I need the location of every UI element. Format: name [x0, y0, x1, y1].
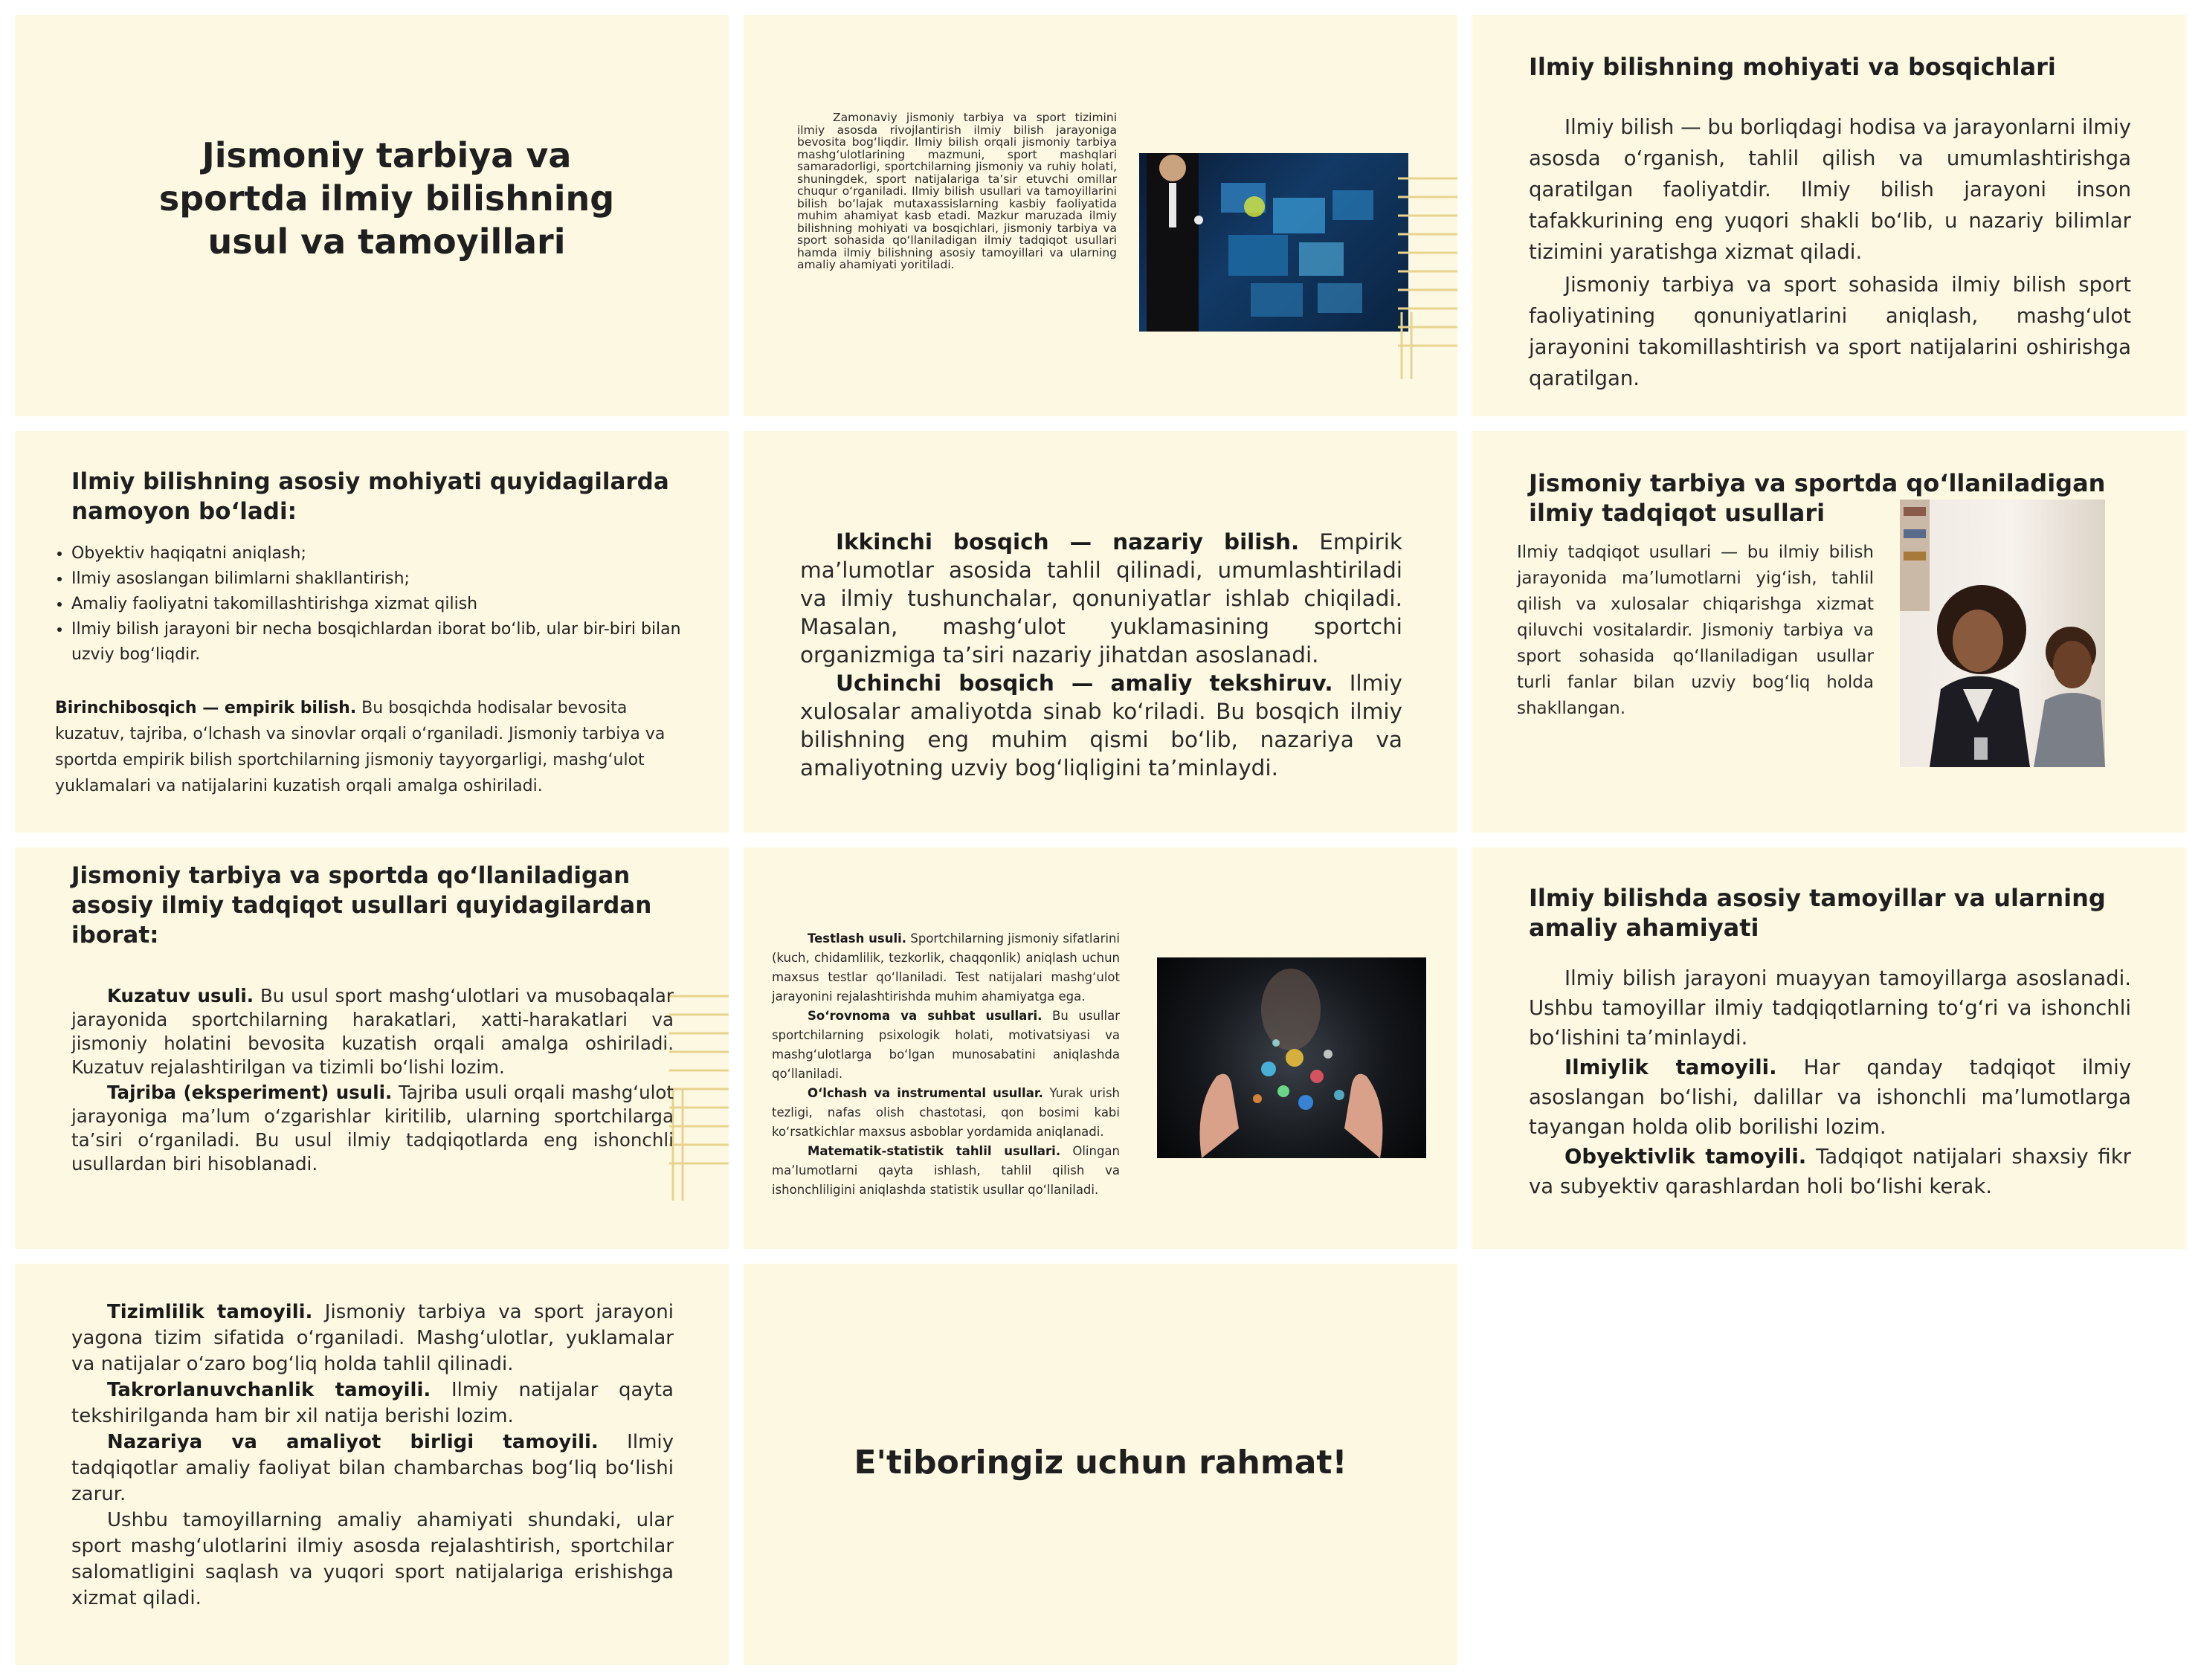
observation-text: Bu usul sport mashg‘ulotlari va musobaqalar jarayonida sportchilarning harakatlari, xatti-harakatlari va jismoniy holatini bevosita kuzatish orqali amalga oshiriladi. Kuzatuv rejalashtirilgan va tizimli bo‘lishi lozim. [71, 985, 674, 1078]
slide-2-intro [744, 15, 1457, 416]
slide-10-more-principles [15, 1264, 729, 1665]
tech-hologram-image [1139, 153, 1408, 332]
slide-4-bullets [55, 541, 726, 668]
slide-1-title-text: Jismoniy tarbiya va sportda ilmiy bilishning usul va tamoyillari [158, 135, 615, 262]
slide-4-title: Ilmiy bilishning asosiy mohiyati quyidagilarda namoyon bo‘ladi: [71, 468, 669, 525]
slide-3-paragraph-2: Jismoniy tarbiya va sport sohasida ilmiy bilish sport faoliyatining qonuniyatlarini aniqlash, mashg‘ulot jarayonini takomillashtirish va sport natijalarini oshirishga qaratilgan. [1529, 273, 2131, 390]
method-item-text: Sportchilarning jismoniy sifatlarini (kuch, chidamlilik, tezkorlik, chaqqonlik) aniqlash uchun maxsus testlar qo‘llaniladi. Test natijalari mashg‘ulot jarayonini rejalashtirishda muhim ahamiyatga ega. [772, 931, 1120, 1004]
objectivity-principle-text: Tadqiqot natijalari shaxsiy fikr va subyektiv qarashlardan holi bo‘lishi kerak. [1529, 1145, 2131, 1198]
decorative-lines [669, 985, 729, 1208]
scientific-principle-text: Har qanday tadqiqot ilmiy asoslangan bo‘lishi, dalillar va ishonchli ma’lumotlarga tayangan holda olib borilishi lozim. [1529, 1056, 2131, 1139]
bullet-item: • Ilmiy bilish jarayoni bir necha bosqichlardan iborat bo‘lib, ular bir-biri bilan uzviy bog‘liqdir. [71, 617, 726, 668]
slide-10-paragraph-2 [71, 1377, 674, 1429]
stage-3-text: Ilmiy xulosalar amaliyotda sinab ko‘riladi. Bu bosqich ilmiy bilishning eng muhim qismi bo‘lib, nazariya va amaliyotning uzviy bog‘liqligini ta’minlaydi. [800, 671, 1402, 781]
theory-practice-principle-text: Ilmiy tadqiqotlar amaliy faoliyat bilan chambarchas bog‘liq bo‘lishi zarur. [71, 1431, 674, 1505]
slide-9-title: Ilmiy bilishda asosiy tamoyillar va ularning amaliy ahamiyati [1529, 884, 2106, 942]
slide-10-paragraph-1 [71, 1299, 674, 1377]
method-item-text: Olingan ma’lumotlarni qayta ishlash, tahlil qilish va ishonchliligini aniqlashda statistik usullar qo‘llaniladi. [772, 1144, 1120, 1197]
slide-5-paragraph-2 [800, 669, 1402, 782]
slide-7-paragraph-1 [71, 984, 674, 1079]
slide-9-paragraph-3 [1529, 1142, 2131, 1201]
slide-5-stages [744, 431, 1457, 833]
method-item-label: So‘rovnoma va suhbat usullari. [808, 1009, 1043, 1023]
decorative-lines [1398, 164, 1457, 387]
method-item [772, 1084, 1120, 1142]
slide-7-paragraph-2 [71, 1081, 674, 1176]
experiment-label: Tajriba (eksperiment) usuli. [107, 1082, 393, 1103]
slide-10-paragraph-3 [71, 1429, 674, 1508]
stage-2-label: Ikkinchi bosqich — nazariy bilish. [836, 529, 1300, 555]
method-item-label: Testlash usuli. [808, 931, 907, 946]
repeatability-principle-text: Ilmiy natijalar qayta tekshirilganda ham bir xil natija berishi lozim. [71, 1379, 674, 1427]
scientific-principle-label: Ilmiylik tamoyili. [1564, 1056, 1777, 1079]
slide-9-paragraph-2 [1529, 1053, 2131, 1142]
method-item-text: Bu usullar sportchilarning psixologik holati, motivatsiyasi va mashg‘ulotlarga bo‘lgan munosabatini aniqlashda qo‘llaniladi. [772, 1009, 1121, 1081]
slide-3-paragraph-1: Ilmiy bilish — bu borliqdagi hodisa va jarayonlarni ilmiy asosda o‘rganish, tahlil qilish va umumlashtirishga qaratilgan faoliyatdir. Ilmiy bilish jarayoni inson tafakkurining eng yuqori shakli bo‘lib, u nazariy bilimlar tizimini yaratishga xizmat qiladi. [1529, 115, 2131, 264]
bullet-item: • Ilmiy asoslangan bilimlarni shakllantirish; [71, 566, 726, 592]
hands-data-cloud-image [1157, 957, 1426, 1158]
stage-2-text: Empirik ma’lumotlar asosida tahlil qilinadi, umumlashtiriladi va ilmiy tushunchalar, qonuniyatlar ishlab chiqiladi. Masalan, mashg‘ulot yuklamasining sportchi organizmiga ta’siri nazariy jihatdan asoslanadi. [800, 529, 1402, 668]
slide-10-text-block [71, 1299, 674, 1612]
slide-4-paragraph [55, 695, 695, 799]
slide-8-text-block [772, 929, 1120, 1200]
experiment-text: Tajriba usuli orqali mashg‘ulot jarayoniga ma’lum o‘zgarishlar kiritilib, ularning sportchilarga ta’siri o‘rganiladi. Bu usul ilmiy tadqiqotlarda eng ishonchli usullardan biri hisoblanadi. [71, 1082, 674, 1175]
stage-1-label: Birinchibosqich — empirik bilish. [55, 699, 357, 717]
business-people-image [1900, 500, 2105, 767]
stage-3-label: Uchinchi bosqich — amaliy tekshiruv. [836, 671, 1333, 696]
theory-practice-principle-label: Nazariya va amaliyot birligi tamoyili. [107, 1431, 599, 1453]
slide-6-title: Jismoniy tarbiya va sportda qo‘llaniladigan ilmiy tadqiqot usullari [1529, 469, 2106, 527]
observation-label: Kuzatuv usuli. [107, 985, 254, 1007]
method-item [772, 929, 1120, 1007]
thanks-title: E'tiboringiz uchun rahmat! [854, 1444, 1347, 1482]
bullet-item: • Amaliy faoliyatni takomillashtirishga xizmat qilish [71, 592, 726, 617]
slide-3-title: Ilmiy bilishning mohiyati va bosqichlari [1529, 53, 2056, 81]
bullet-item: • Obyektiv haqiqatni aniqlash; [71, 541, 726, 566]
repeatability-principle-label: Takrorlanuvchanlik tamoyili. [107, 1379, 431, 1401]
slide-6-text: Ilmiy tadqiqot usullari — bu ilmiy bilish jarayonida ma’lumotlarni yig‘ish, tahlil qilish va xulosalar chiqarishga xizmat qiluvchi vositalardir. Jismoniy tarbiya va sport sohasida qo‘llaniladigan usullar turli fanlar bilan uzviy bog‘liq holda shakllangan. [1517, 543, 1874, 718]
slide-11-thanks [744, 1264, 1457, 1665]
slide-8-other-methods [744, 847, 1457, 1249]
objectivity-principle-label: Obyektivlik tamoyili. [1564, 1145, 1807, 1169]
slide-2-text: Zamonaviy jismoniy tarbiya va sport tizimini ilmiy asosda rivojlantirish ilmiy bilish jarayoniga bevosita bog‘liqdir. Ilmiy bilish orqali jismoniy tarbiya mashg‘ulotlarining mazmuni, sport mashqlari samaradorligi, sportchilarning jismoniy va ruhiy holati, shuningdek, sport natijalariga ta’sir etuvchi omillar chuqur o‘rganiladi. Ilmiy bilish usullari va tamoyillarini bilish bo‘lajak mutaxassislarning kasbiy faoliyatida muhim ahamiyat kasb etadi. Mazkur maruzada ilmiy bilishning mohiyati va bosqichlari, jismoniy tarbiya va sport sohasida qo‘llaniladigan ilmiy tadqiqot usullari hamda ilmiy bilishning asosiy tamoyillari va ularning amaliy ahamiyati yoritiladi. [797, 111, 1117, 271]
slide-3-essence [1472, 15, 2186, 416]
slide-9-paragraph-1: Ilmiy bilish jarayoni muayyan tamoyillarga asoslanadi. Ushbu tamoyillar ilmiy tadqiqotlarning to‘g‘ri va ishonchli bo‘lishini ta’minlaydi. [1529, 966, 2131, 1050]
method-item-label: Matematik-statistik tahlil usullari. [808, 1144, 1061, 1158]
slide-7-title: Jismoniy tarbiya va sportda qo‘llaniladigan asosiy ilmiy tadqiqot usullari quyidagilardan iborat: [71, 862, 652, 949]
systemic-principle-text: Jismoniy tarbiya va sport jarayoni yagona tizim sifatida o‘rganiladi. Mashg‘ulotlar, yuklamalar va natijalar o‘zaro bog‘liq holda tahlil qilinadi. [71, 1301, 674, 1375]
slide-9-principles [1472, 847, 2186, 1249]
method-item-text: Yurak urish tezligi, nafas olish chastotasi, qon bosimi kabi ko‘rsatkichlar maxsus asboblar yordamida aniqlanadi. [772, 1086, 1120, 1139]
slide-5-paragraph-1 [800, 528, 1402, 669]
method-item-label: O‘lchash va instrumental usullar. [808, 1086, 1043, 1100]
slide-1-title [15, 15, 729, 416]
slide-6-methods [1472, 431, 2186, 833]
stage-1-text: Bu bosqichda hodisalar bevosita kuzatuv, tajriba, o‘lchash va sinovlar orqali o‘rganiladi. Jismoniy tarbiya va sportda empirik bilish sportchilarning jismoniy tayyorgarligi, mashg‘ulot yuklamalari va natijalarini kuzatish orqali amalga oshiriladi. [55, 699, 666, 795]
slide-7-main-methods [15, 847, 729, 1249]
method-item [772, 1007, 1120, 1084]
systemic-principle-label: Tizimlilik tamoyili. [107, 1301, 313, 1323]
slide-10-paragraph-4: Ushbu tamoyillarning amaliy ahamiyati shundaki, ular sport mashg‘ulotlarini ilmiy asosda rejalashtirish, sportchilar salomatligini saqlash va yuqori sport natijalariga erishishga xizmat qiladi. [71, 1509, 674, 1609]
slide-4-manifestation [15, 431, 729, 833]
method-item [772, 1142, 1120, 1200]
